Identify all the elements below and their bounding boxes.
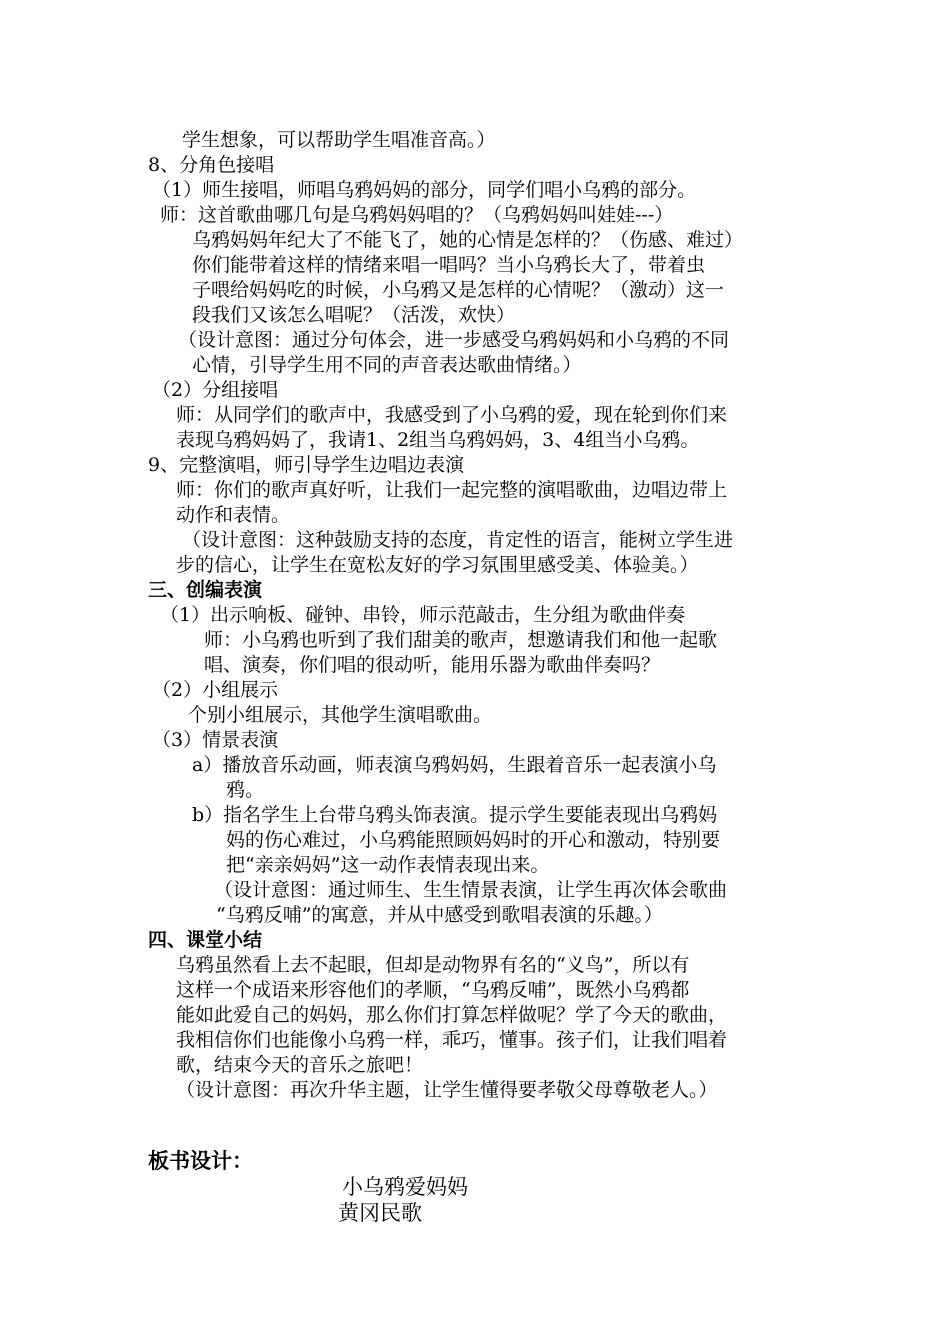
text-line: 表现乌鸦妈妈了，我请1、2组当乌鸦妈妈，3、4组当小乌鸦。 [176, 429, 700, 451]
design-note: 心情，引导学生用不同的声音表达歌曲情绪。） [192, 354, 582, 376]
list-item: 妈的伤心难过，小乌鸦能照顾妈妈时的开心和激动，特别要 [226, 829, 721, 851]
text-line: 你们能带着这样的情绪来唱一唱吗？当小乌鸦长大了，带着虫 [192, 254, 706, 276]
sub-heading: （2）小组展示 [152, 679, 279, 701]
text-line: 师：你们的歌声真好听，让我们一起完整的演唱歌曲，边唱边带上 [176, 479, 728, 501]
text-line: 个别小组展示，其他学生演唱歌曲。 [188, 704, 493, 726]
step-heading: 9、完整演唱，师引导学生边唱边表演 [148, 454, 465, 476]
step-heading: 8、分角色接唱 [148, 154, 275, 176]
text-line: 唱、演奏，你们唱的很动听，能用乐器为歌曲伴奏吗？ [204, 654, 661, 676]
text-line: 学生想象，可以帮助学生唱准音高。） [182, 129, 496, 151]
text-line: 乌鸦妈妈年纪大了不能飞了，她的心情是怎样的？（伤感、难过） [192, 229, 744, 251]
text-line: 子喂给妈妈吃的时候，小乌鸦又是怎样的心情呢？（激动）这一 [192, 279, 725, 301]
design-note: （设计意图：再次升华主题，让学生懂得要孝敬父母尊敬老人。） [176, 1079, 718, 1101]
text-line: 师：从同学们的歌声中，我感受到了小乌鸦的爱，现在轮到你们来 [176, 404, 728, 426]
text-line: 能如此爱自己的妈妈，那么你们打算怎样做呢？学了今天的歌曲， [176, 1004, 728, 1026]
list-item: a）播放音乐动画，师表演乌鸦妈妈，生跟着音乐一起表演小乌 [192, 754, 717, 776]
design-note: （设计意图：这种鼓励支持的态度，肯定性的语言，能树立学生进 [182, 529, 734, 551]
list-item: b）指名学生上台带乌鸦头饰表演。提示学生要能表现出乌鸦妈 [192, 804, 718, 826]
design-note: （设计意图：通过师生、生生情景表演，让学生再次体会歌曲 [214, 879, 728, 901]
list-item: 鸦。 [226, 779, 265, 801]
design-note: （设计意图：通过分句体会，进一步感受乌鸦妈妈和小乌鸦的不同 [178, 329, 730, 351]
song-title: 小乌鸦爱妈妈 [342, 1175, 468, 1199]
song-origin: 黄冈民歌 [338, 1201, 422, 1225]
board-design-heading: 板书设计： [148, 1148, 253, 1173]
design-note: “乌鸦反哺”的寓意，并从中感受到歌唱表演的乐趣。） [216, 904, 663, 926]
sub-heading: （3）情景表演 [152, 729, 279, 751]
text-line: 我相信你们也能像小乌鸦一样，乖巧，懂事。孩子们，让我们唱着 [176, 1029, 728, 1051]
text-line: 师：小乌鸦也听到了我们甜美的歌声，想邀请我们和他一起歌 [204, 629, 718, 651]
sub-heading: （2）分组接唱 [152, 379, 279, 401]
text-line: 歌，结束今天的音乐之旅吧！ [176, 1054, 424, 1076]
text-line: 段我们又该怎么唱呢？（活泼，欢快） [192, 304, 516, 326]
section-heading: 四、课堂小结 [148, 929, 263, 951]
text-line: 师：这首歌曲哪几句是乌鸦妈妈唱的？（乌鸦妈妈叫娃娃---） [160, 204, 674, 226]
text-line: 乌鸦虽然看上去不起眼，但却是动物界有名的“义鸟”，所以有 [176, 954, 690, 976]
sub-heading: （1）出示响板、碰钟、串铃，师示范敲击，生分组为歌曲伴奏 [160, 604, 686, 626]
text-line: 动作和表情。 [176, 504, 291, 526]
sub-heading: （1）师生接唱，师唱乌鸦妈妈的部分，同学们唱小乌鸦的部分。 [152, 179, 697, 201]
list-item: 把“亲亲妈妈”这一动作表情表现出来。 [226, 854, 550, 876]
section-heading: 三、创编表演 [148, 579, 263, 601]
text-line: 这样一个成语来形容他们的孝顺，“乌鸦反哺”，既然小乌鸦都 [176, 979, 690, 1001]
design-note: 步的信心，让学生在宽松友好的学习氛围里感受美、体验美。） [176, 554, 699, 576]
